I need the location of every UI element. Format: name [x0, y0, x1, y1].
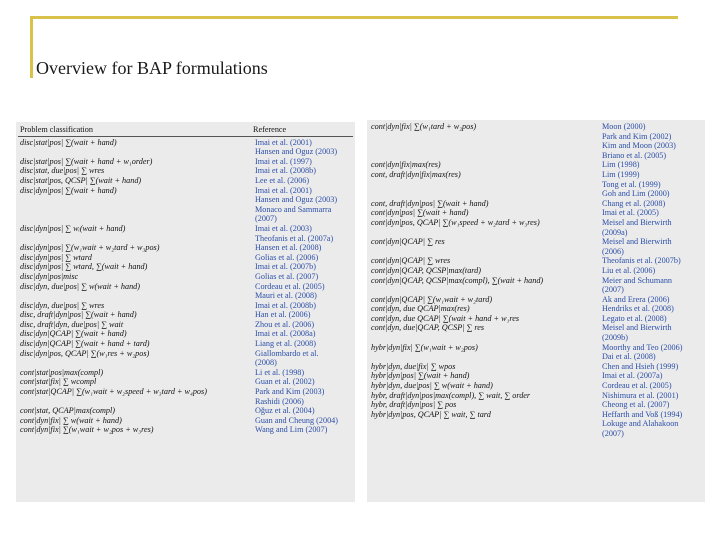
reference-cell: Mauri et al. (2008): [255, 291, 317, 301]
problem-classification-cell: cont|stat|QCAP| ∑(w₁wait + w₂speed + w₃tard + w₄pos): [20, 387, 207, 397]
table-row: [16, 166, 355, 176]
problem-classification-cell: hybr|dyn, due|pos| ∑ w(wait + hand): [371, 381, 493, 391]
table-row: [16, 224, 355, 234]
table-row: [367, 304, 705, 314]
table-header: [18, 125, 353, 137]
reference-cell: Dai et al. (2008): [602, 352, 656, 362]
problem-classification-cell: disc|stat|pos, QCSP| ∑(wait + hand): [20, 175, 142, 185]
problem-classification-cell: disc|dyn|QCAP| ∑(wait + hand + tard): [20, 339, 150, 349]
reference-cell: Oğuz et al. (2004): [255, 406, 315, 416]
table-row: [367, 141, 705, 151]
table-row: [16, 301, 355, 311]
reference-cell: Wang and Lim (2007): [255, 425, 328, 435]
reference-cell: Imai et al. (2008a): [255, 329, 316, 339]
reference-cell: Cheong et al. (2007): [602, 400, 670, 410]
table-row: [16, 157, 355, 167]
reference-cell: Han et al. (2006): [255, 310, 311, 320]
reference-cell: Theofanis et al. (2007b): [602, 256, 681, 266]
table-row: [367, 276, 705, 286]
problem-classification-cell: cont|stat|fix| ∑ wcompl: [20, 377, 97, 387]
reference-cell: (2007): [602, 429, 624, 438]
table-row: [367, 333, 705, 343]
table-row: [367, 151, 705, 161]
title-frame-top-rule: [30, 16, 678, 19]
problem-classification-cell: cont|dyn|QCAP| ∑ wres: [371, 256, 451, 266]
table-row: [16, 368, 355, 378]
problem-classification-cell: cont|dyn|pos| ∑(wait + hand): [371, 208, 469, 218]
problem-classification-cell: cont|dyn|QCAP| ∑(w₁wait + w₂tard): [371, 294, 493, 304]
reference-cell: Liu et al. (2006): [602, 265, 656, 275]
reference-cell: Guan and Cheung (2004): [255, 415, 338, 425]
table-row: [16, 262, 355, 272]
reference-cell: (2006): [602, 246, 624, 256]
reference-cell: Golias et al. (2007): [255, 271, 319, 281]
reference-cell: Rashidi (2006): [255, 396, 304, 406]
problem-classification-cell: cont|stat, QCAP|max(compl): [20, 406, 115, 416]
reference-cell: Hansen and Oguz (2003): [255, 147, 338, 157]
reference-cell: Chen and Hsieh (1999): [602, 361, 679, 371]
table-row: [367, 208, 705, 218]
table-row: [367, 400, 705, 410]
table-rows-right: [367, 122, 705, 439]
table-row: [16, 416, 355, 426]
table-row: [16, 329, 355, 339]
problem-classification-cell: cont, draft|dyn|pos| ∑(wait + hand): [371, 198, 489, 208]
table-row: [367, 429, 705, 439]
reference-cell: Cordeau et al. (2005): [255, 281, 325, 291]
table-row: [367, 247, 705, 257]
problem-classification-cell: [367, 429, 602, 439]
reference-cell: Imai et al. (2008b): [255, 300, 316, 310]
table-row: [16, 243, 355, 253]
problem-classification-cell: disc|dyn|pos| ∑(wait + hand): [20, 185, 117, 195]
reference-cell: Cordeau et al. (2005): [602, 381, 672, 391]
problem-classification-cell: [367, 285, 602, 295]
problem-classification-cell: cont|dyn|fix| ∑(w₁wait + w₂pos + w₃res): [20, 425, 154, 435]
reference-cell: Goh and Lim (2000): [602, 189, 670, 199]
reference-cell: Lee et al. (2006): [255, 175, 310, 185]
reference-cell: Park and Kim (2003): [255, 387, 325, 397]
table-row: [16, 282, 355, 292]
table-row: [367, 410, 705, 420]
header-problem-classification: Problem classification: [20, 125, 93, 134]
problem-classification-cell: cont|dyn|QCAP, QCSP|max(tard): [371, 265, 481, 275]
table-row: [367, 391, 705, 401]
table-row: [16, 425, 355, 435]
problem-classification-cell: [367, 333, 602, 343]
reference-cell: Imai et al. (2005): [602, 208, 659, 218]
table-row: [16, 138, 355, 148]
reference-cell: Golias et al. (2006): [255, 252, 319, 262]
reference-cell: Imai et al. (2007b): [255, 262, 316, 272]
reference-cell: Kim and Moon (2003): [602, 141, 676, 151]
table-row: [367, 122, 705, 132]
problem-classification-cell: cont|dyn|QCAP, QCSP|max(compl), ∑(wait + hand): [371, 275, 544, 285]
reference-cell: Imai et al. (2001): [255, 185, 312, 195]
problem-classification-cell: [367, 228, 602, 238]
problem-classification-cell: [16, 358, 255, 368]
table-row: [367, 218, 705, 228]
problem-classification-cell: cont|dyn, due QCAP|max(res): [371, 304, 470, 314]
reference-cell: Imai et al. (2003): [255, 223, 312, 233]
reference-cell: Briano et al. (2005): [602, 150, 667, 160]
reference-cell: (2009a): [602, 227, 628, 237]
problem-classification-cell: [16, 291, 255, 301]
reference-cell: Li et al. (1998): [255, 367, 305, 377]
problem-classification-cell: hybr|dyn|pos, QCAP| ∑ wait, ∑ tard: [371, 409, 491, 419]
table-row: [16, 234, 355, 244]
problem-classification-cell: cont|dyn|QCAP| ∑ res: [371, 237, 445, 247]
table-row: [367, 285, 705, 295]
reference-cell: Lim (1998): [602, 160, 640, 170]
problem-classification-cell: disc|dyn, due|pos| ∑ wres: [20, 300, 105, 310]
reference-cell: Tong et al. (1999): [602, 179, 661, 189]
table-row: [367, 323, 705, 333]
problem-classification-cell: [367, 352, 602, 362]
table-row: [16, 291, 355, 301]
problem-classification-cell: cont|stat|pos|max(compl): [20, 367, 104, 377]
reference-cell: Nishimura et al. (2001): [602, 390, 679, 400]
reference-cell: Meisel and Bierwirth: [602, 217, 672, 227]
reference-cell: Giallombardo et al.: [255, 348, 319, 358]
table-row: [16, 320, 355, 330]
problem-classification-cell: [367, 132, 602, 142]
problem-classification-cell: disc, draft|dyn, due|pos| ∑ wait: [20, 319, 124, 329]
problem-classification-cell: cont|dyn|pos, QCAP| ∑(w₁speed + w₂tard + w₃res): [371, 217, 540, 227]
table-row: [367, 419, 705, 429]
table-row: [16, 214, 355, 224]
problem-classification-cell: cont|dyn|fix|max(res): [371, 160, 441, 170]
problem-classification-cell: disc|stat, due|pos| ∑ wres: [20, 166, 105, 176]
problem-classification-cell: cont|dyn|fix| ∑ w(wait + hand): [20, 415, 122, 425]
table-row: [367, 362, 705, 372]
problem-classification-cell: [16, 397, 255, 407]
problem-classification-cell: [367, 180, 602, 190]
problem-classification-cell: cont|dyn|fix| ∑(w₁tard + w₂pos): [371, 122, 477, 131]
table-row: [367, 295, 705, 305]
reference-cell: Guan et al. (2002): [255, 377, 315, 387]
problem-classification-cell: cont|dyn, due|QCAP, QCSP| ∑ res: [371, 323, 485, 333]
table-row: [367, 180, 705, 190]
table-row: [16, 377, 355, 387]
problem-classification-cell: disc|dyn|pos| ∑(w₁wait + w₂tard + w₃pos): [20, 243, 160, 253]
problem-classification-cell: disc|dyn|QCAP| ∑(wait + hand): [20, 329, 127, 339]
table-row: [16, 253, 355, 263]
problem-classification-cell: [367, 247, 602, 257]
problem-classification-cell: [16, 205, 255, 215]
table-row: [16, 406, 355, 416]
reference-cell: Hendriks et al. (2008): [602, 304, 674, 314]
reference-cell: Hansen and Oguz (2003): [255, 195, 338, 205]
table-row: [16, 358, 355, 368]
reference-cell: (2008): [255, 358, 277, 368]
bap-table-right: [367, 120, 705, 502]
reference-cell: Meier and Schumann: [602, 275, 673, 285]
reference-cell: Meisel and Bierwirth: [602, 323, 672, 333]
reference-cell: (2009b): [602, 333, 628, 343]
reference-cell: Imai et al. (1997): [255, 156, 312, 166]
reference-cell: Park and Kim (2002): [602, 131, 672, 141]
reference-cell: Meisel and Bierwirth: [602, 237, 672, 247]
reference-cell: (2007): [602, 285, 624, 295]
table-row: [367, 352, 705, 362]
table-rows-left: [16, 138, 355, 435]
reference-cell: Ak and Erera (2006): [602, 294, 670, 304]
table-row: [16, 387, 355, 397]
reference-cell: Monaco and Sammarra: [255, 204, 332, 214]
reference-cell: Heffarth and Voß (1994): [602, 409, 683, 419]
problem-classification-cell: hybr|dyn|pos| ∑(wait + hand): [371, 371, 470, 381]
problem-classification-cell: [367, 189, 602, 199]
reference-cell: Legato et al. (2008): [602, 313, 667, 323]
reference-cell: Zhou et al. (2006): [255, 319, 315, 329]
table-row: [16, 176, 355, 186]
table-row: [16, 272, 355, 282]
table-row: [16, 186, 355, 196]
problem-classification-cell: hybr|dyn|fix| ∑(w₁wait + w₂pos): [371, 342, 478, 352]
problem-classification-cell: disc|dyn|pos| ∑ wᵢ(wait + hand): [20, 223, 126, 233]
reference-cell: (2007): [255, 214, 277, 224]
table-row: [16, 339, 355, 349]
problem-classification-cell: [16, 214, 255, 224]
problem-classification-cell: [16, 195, 255, 205]
reference-cell: Liang et al. (2008): [255, 339, 316, 349]
table-row: [367, 228, 705, 238]
problem-classification-cell: [367, 419, 602, 429]
table-row: [16, 205, 355, 215]
table-row: [367, 256, 705, 266]
table-row: [16, 397, 355, 407]
reference-cell: Imai et al. (2001): [255, 137, 312, 147]
problem-classification-cell: cont|dyn, due QCAP| ∑(wait + hand + w₁res: [371, 313, 520, 323]
table-row: [367, 199, 705, 209]
problem-classification-cell: cont, draft|dyn|fix|max(res): [371, 169, 461, 179]
table-row: [16, 147, 355, 157]
table-row: [367, 189, 705, 199]
problem-classification-cell: [16, 234, 255, 244]
table-row: [367, 371, 705, 381]
problem-classification-cell: disc|stat|pos| ∑(wait + hand): [20, 137, 117, 147]
reference-cell: Hansen et al. (2008): [255, 243, 322, 253]
problem-classification-cell: disc|dyn|pos| ∑ wtard, ∑(wait + hand): [20, 262, 148, 272]
reference-cell: Chang et al. (2008): [602, 198, 666, 208]
reference-cell: Lokuge and Alahakoon: [602, 419, 679, 429]
problem-classification-cell: [16, 147, 255, 157]
table-row: [367, 132, 705, 142]
reference-cell: Moorthy and Teo (2006): [602, 342, 683, 352]
table-row: [367, 170, 705, 180]
reference-cell: Moon (2000): [602, 122, 646, 131]
table-row: [16, 195, 355, 205]
reference-cell: Theofanis et al. (2007a): [255, 233, 334, 243]
table-row: [367, 160, 705, 170]
problem-classification-cell: disc|dyn|pos, QCAP| ∑(w₁res + w₂pos): [20, 348, 150, 358]
problem-classification-cell: disc, draft|dyn|pos| ∑(wait + hand): [20, 310, 137, 320]
problem-classification-cell: [367, 151, 602, 161]
header-reference: Reference: [253, 125, 287, 134]
table-row: [16, 310, 355, 320]
problem-classification-cell: disc|dyn|pos|misc: [20, 271, 79, 281]
bap-table-left: [16, 122, 355, 502]
problem-classification-cell: [367, 141, 602, 151]
problem-classification-cell: hybr|dyn, due|fix| ∑ wpos: [371, 361, 456, 371]
problem-classification-cell: hybr, draft|dyn|pos| ∑ pos: [371, 400, 457, 410]
table-row: [367, 266, 705, 276]
table-row: [367, 237, 705, 247]
table-row: [367, 381, 705, 391]
problem-classification-cell: disc|dyn, due|pos| ∑ w(wait + hand): [20, 281, 140, 291]
slide-title: Overview for BAP formulations: [36, 58, 268, 78]
reference-cell: Imai et al. (2008b): [255, 166, 316, 176]
title-frame-left-rule: [30, 16, 33, 78]
problem-classification-cell: hybr, draft|dyn|pos|max(compl), ∑ wait, ∑ order: [371, 390, 531, 400]
table-row: [367, 343, 705, 353]
problem-classification-cell: disc|dyn|pos| ∑ wtard: [20, 252, 92, 262]
table-row: [367, 314, 705, 324]
reference-cell: Imai et al. (2007a): [602, 371, 663, 381]
reference-cell: Lim (1999): [602, 169, 640, 179]
problem-classification-cell: disc|stat|pos| ∑(wait + hand + w₁order): [20, 156, 153, 166]
table-row: [16, 349, 355, 359]
